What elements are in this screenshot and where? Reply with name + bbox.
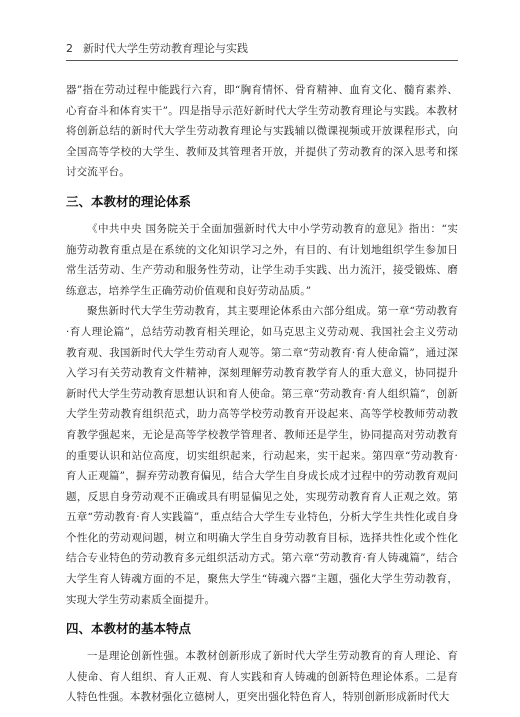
page-number: 2 <box>66 42 73 55</box>
running-header <box>66 40 458 58</box>
paragraph-features: 一是理论创新性强。本教材创新形成了新时代大学生劳动教育的育人理论、育人使命、育人组织、育人正观、育人实践和育人铸魂的创新特色理论体系。二是育人特色性强。本教材强化立德树人，更突出强化特色育人，特别创新形成新时代大 <box>66 650 458 704</box>
book-title: 新时代大学生劳动教育理论与实践 <box>83 42 248 55</box>
paragraph-continued: 器”指在劳动过程中能践行六育，即“胸育情怀、骨育精神、血育文化、髓育素养、心育奋斗和体育实干”。四是指导示范好新时代大学生劳动教育理论与实践。本教材将创新总结的新时代大学生劳动教育理论与实践辅以微课视频或开放课程形式，向全国高等学校的大学生、教师及其管理者开放，并提供了劳动教育的深入思考和探讨交流平台。 <box>66 84 458 179</box>
paragraph-six-chapters: 聚焦新时代大学生劳动教育，其主要理论体系由六部分组成。第一章“劳动教育·育人理论篇”，总结劳动教育相关理论，如马克思主义劳动观、我国社会主义劳动教育观、我国新时代大学生劳动育人观等。第二章“劳动教育·育人使命篇”，通过深入学习有关劳动教育文件精神，深刻理解劳动教育教学育人的重大意义，协同提升新时代大学生劳动教育思想认识和育人使命。第三章“劳动教育·育人组织篇”，创新大学生劳动教育组织范式，助力高等学校劳动教育开设起来、高等学校教师劳动教育教学强起来，无论是高等学校教学管理者、教师还是学生，协同提高对劳动教育的重要认识和站位高度，切实组织起来，行动起来，实干起来。第四章“劳动教育·育人正观篇”，摒弃劳动教育偏见，结合大学生自身成长成才过程中的劳动教育观问题，反思自身劳动观不正确或具有明显偏见之处，实现劳动教育育人正观之效。第五章“劳动教育·育人实践篇”，重点结合大学生专业特色，分析大学生共性化或自身个性化的劳动观问题，树立和明确大学生自身劳动教育目标，选择共性化或个性化结合专业特色的劳动教育多元组织活动方式。第六章“劳动教育·育人铸魂篇”，结合大学生育人铸魂方面的不足，聚焦大学生“铸魂六器”主题，强化大学生劳动教育，实现大学生劳动素质全面提升。 <box>66 305 458 606</box>
section-heading-theory-system: 三、本教材的理论体系 <box>66 193 192 209</box>
page-body <box>66 80 458 708</box>
paragraph-policy-quote: 《中共中央 国务院关于全面加强新时代大中小学劳动教育的意见》指出：“实施劳动教育重点是在系统的文化知识学习之外，有目的、有计划地组织学生参加日常生活劳动、生产劳动和服务性劳动，让学生动手实践、出力流汗，接受锻炼、磨练意志，培养学生正确劳动价值观和良好劳动品质。” <box>66 222 458 297</box>
header-rule <box>66 60 458 61</box>
section-heading-basic-features: 四、本教材的基本特点 <box>66 621 192 637</box>
